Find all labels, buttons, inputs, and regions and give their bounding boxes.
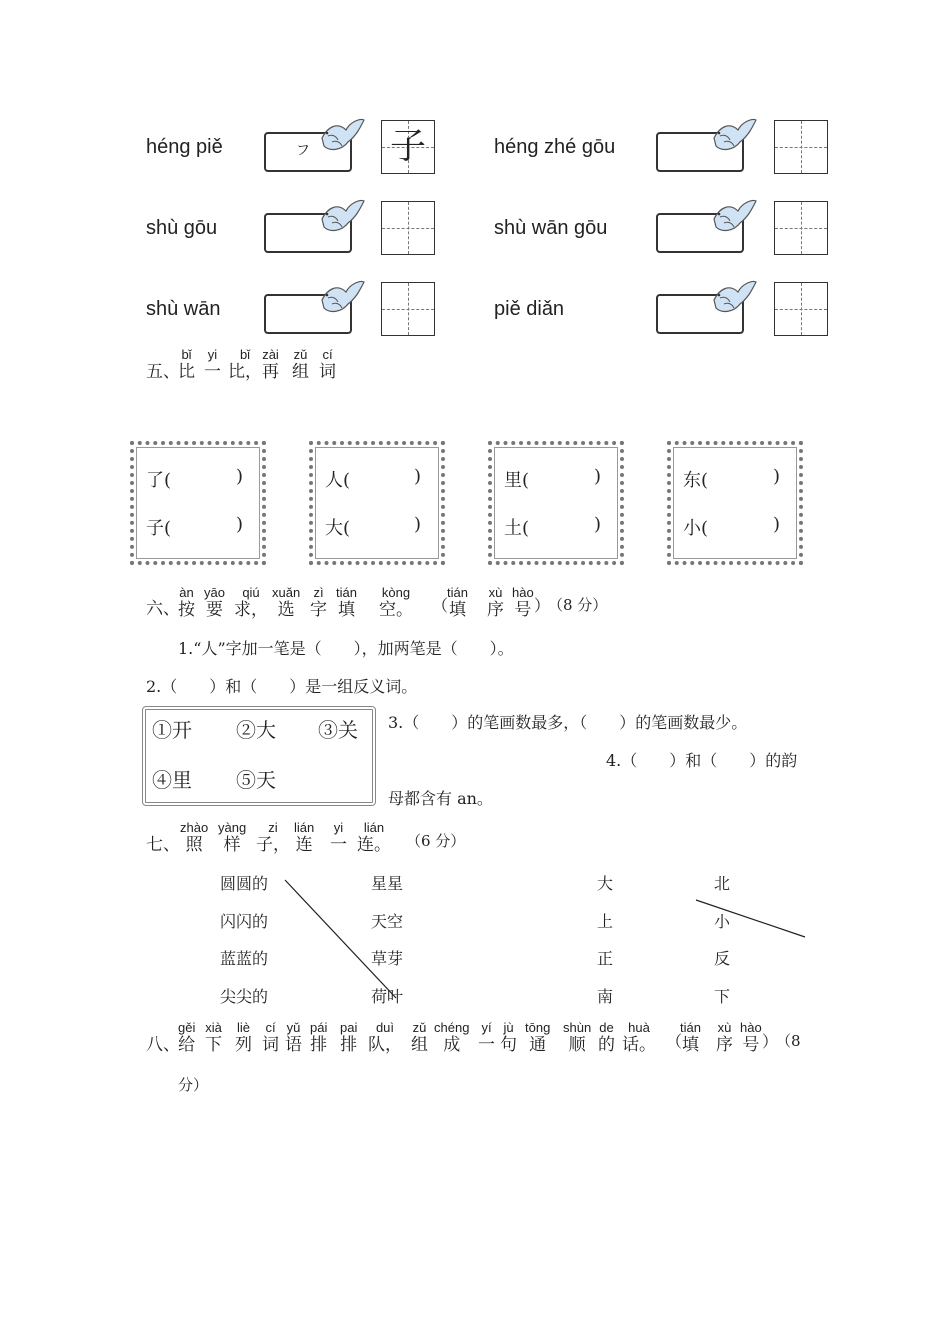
- close-paren: ): [414, 466, 422, 487]
- pinyin: tōng: [525, 1020, 551, 1035]
- tian-grid[interactable]: [381, 120, 435, 174]
- close-paren: ): [773, 514, 781, 535]
- close-paren: ): [236, 466, 244, 487]
- stroke-sample: フ: [296, 143, 310, 159]
- pinyin: de: [599, 1020, 614, 1035]
- antonym-left[interactable]: 上: [597, 912, 614, 931]
- hanzi: 成: [443, 1035, 461, 1055]
- word-prompt[interactable]: 子(: [146, 518, 172, 539]
- hanzi: 字: [310, 600, 327, 620]
- pinyin: yí: [481, 1020, 492, 1035]
- pinyin: tián: [680, 1020, 701, 1035]
- close-paren: ）: [534, 596, 551, 615]
- score: （8 分）: [548, 596, 608, 614]
- hanzi: 选: [277, 600, 295, 620]
- close-paren: ): [594, 514, 602, 535]
- pinyin: huà: [628, 1020, 650, 1035]
- question-2[interactable]: 2.（ ）和（ ）是一组反义词。: [146, 677, 418, 696]
- ruby: [563, 1021, 591, 1055]
- option-item: ②大: [236, 718, 276, 742]
- pinyin: àn: [179, 585, 194, 600]
- pinyin: qiú: [242, 585, 260, 600]
- word-prompt[interactable]: 里(: [504, 470, 530, 491]
- hanzi: 队，: [368, 1035, 402, 1055]
- stroke-pinyin: héng piě: [146, 136, 223, 158]
- option-item: ④里: [152, 768, 192, 792]
- hanzi: 照: [185, 835, 203, 855]
- antonym-left[interactable]: 南: [597, 987, 614, 1006]
- pinyin: zì: [313, 585, 324, 600]
- ruby: [716, 1021, 733, 1055]
- pinyin: yāo: [204, 585, 225, 600]
- pinyin: liè: [236, 1020, 250, 1035]
- stroke-pinyin: shù wān gōu: [494, 217, 608, 239]
- hanzi: 通: [529, 1035, 547, 1055]
- word-prompt[interactable]: 土(: [504, 518, 530, 539]
- word-right[interactable]: 天空: [371, 912, 404, 931]
- ruby: [340, 1021, 357, 1055]
- hanzi: 连。: [357, 835, 391, 855]
- example-line: [696, 900, 805, 937]
- pinyin: zài: [262, 347, 279, 362]
- pinyin: bǐ: [181, 347, 192, 362]
- hanzi: 比: [178, 362, 195, 382]
- stroke-pinyin: héng zhé gōu: [494, 136, 616, 158]
- antonym-right[interactable]: 下: [714, 987, 731, 1006]
- hanzi: 号: [514, 600, 532, 620]
- ruby: [525, 1021, 550, 1055]
- pinyin: kòng: [381, 585, 411, 600]
- antonym-right[interactable]: 反: [714, 949, 731, 968]
- question-4-cont: 母都含有 an。: [388, 789, 493, 808]
- pinyin: hào: [740, 1020, 762, 1035]
- ruby: [285, 1021, 302, 1055]
- hanzi: 一: [204, 362, 221, 382]
- open-paren: （: [432, 596, 449, 615]
- hanzi: 的: [598, 1035, 615, 1055]
- hanzi: 词: [319, 362, 336, 382]
- pinyin: tián: [447, 585, 468, 600]
- close-paren: ): [773, 466, 781, 487]
- stroke-pinyin: piě diǎn: [494, 298, 565, 320]
- pinyin: jù: [503, 1020, 514, 1035]
- hanzi: 列: [235, 1035, 252, 1055]
- hanzi: 下: [205, 1035, 222, 1055]
- option-item: ⑤天: [236, 768, 276, 792]
- pinyin: yi: [207, 347, 218, 362]
- word-right[interactable]: 草芽: [371, 949, 404, 968]
- ruby: [500, 1021, 517, 1055]
- hanzi: 排: [340, 1035, 358, 1055]
- section-number: 八、: [146, 1035, 180, 1055]
- pinyin: zǔ: [293, 347, 308, 362]
- hanzi: 语: [285, 1035, 302, 1055]
- word-left[interactable]: 闪闪的: [220, 912, 269, 931]
- hanzi: 求，: [234, 600, 268, 620]
- word-left[interactable]: 尖尖的: [220, 987, 269, 1006]
- hanzi: 填: [681, 1035, 699, 1055]
- word-prompt[interactable]: 东(: [683, 470, 709, 491]
- pinyin: shùn: [563, 1020, 592, 1035]
- stroke-pinyin: shù wān: [146, 298, 221, 320]
- pinyin: lián: [363, 820, 385, 835]
- hanzi: 词: [262, 1035, 279, 1055]
- pinyin: xù: [717, 1020, 732, 1035]
- word-prompt[interactable]: 大(: [325, 518, 351, 539]
- open-paren: （: [666, 1032, 683, 1051]
- word-prompt[interactable]: 小(: [683, 518, 709, 539]
- pinyin: cí: [322, 347, 333, 362]
- pinyin: yàng: [218, 820, 247, 835]
- question-3[interactable]: 3.（ ）的笔画数最多，（ ）的笔画数最少。: [388, 713, 748, 732]
- close-paren: ): [414, 514, 422, 535]
- hanzi: 话。: [622, 1035, 656, 1055]
- hanzi: 填: [448, 600, 466, 620]
- grid-char: 子: [389, 126, 426, 167]
- antonym-right[interactable]: 小: [714, 912, 731, 931]
- hanzi: 号: [742, 1035, 760, 1055]
- close-paren: ）: [762, 1032, 779, 1051]
- antonym-right[interactable]: 北: [714, 874, 731, 893]
- ruby: [178, 1021, 195, 1055]
- pinyin: xuǎn: [272, 585, 301, 600]
- pinyin: zhào: [180, 820, 209, 835]
- ruby: [622, 1021, 656, 1055]
- hanzi: 序: [487, 600, 504, 620]
- hanzi: 再: [262, 362, 279, 382]
- pinyin: yi: [333, 820, 344, 835]
- ruby: [680, 1021, 701, 1055]
- hanzi: 序: [716, 1035, 733, 1055]
- ruby: [598, 1021, 615, 1055]
- hanzi: 组: [292, 362, 309, 382]
- hanzi: 要: [205, 600, 223, 620]
- pinyin: xù: [488, 585, 503, 600]
- pinyin: zi: [268, 820, 278, 835]
- stroke-pinyin: shù gōu: [146, 217, 218, 239]
- pinyin: chéng: [434, 1020, 470, 1035]
- pinyin: hào: [512, 585, 534, 600]
- example-line: [285, 880, 396, 998]
- pinyin: tián: [336, 585, 357, 600]
- ruby: [235, 1021, 252, 1055]
- hanzi: 填: [337, 600, 355, 620]
- ruby: [411, 1021, 428, 1055]
- hanzi: 组: [411, 1035, 428, 1055]
- question-1[interactable]: 1.“人”字加一笔是（ ），加两笔是（ ）。: [178, 639, 514, 658]
- pinyin: cí: [265, 1020, 276, 1035]
- ruby: [740, 1021, 762, 1055]
- pinyin: bǐ: [239, 347, 251, 362]
- pinyin: zǔ: [412, 1020, 427, 1035]
- pinyin: pai: [340, 1020, 358, 1035]
- ruby: [434, 1021, 469, 1055]
- word-prompt[interactable]: 了(: [146, 470, 172, 491]
- pinyin: gěi: [178, 1020, 196, 1035]
- hanzi: 空。: [379, 600, 413, 620]
- pinyin: lián: [294, 820, 315, 835]
- hanzi: 连: [295, 835, 313, 855]
- close-paren: ): [594, 466, 602, 487]
- pinyin: pái: [310, 1020, 328, 1035]
- word-right[interactable]: 星星: [371, 874, 404, 893]
- word-right[interactable]: 荷叶: [371, 987, 404, 1006]
- ruby: [205, 1021, 222, 1055]
- ruby: [310, 1021, 327, 1055]
- score: （6 分）: [406, 832, 466, 850]
- ruby: [478, 1021, 495, 1055]
- hanzi: 一: [330, 835, 347, 855]
- score-cont: 分）: [178, 1076, 209, 1094]
- ruby: [262, 1021, 279, 1055]
- pinyin: yǔ: [286, 1020, 301, 1035]
- section-number: 五、: [146, 362, 180, 382]
- pinyin: duì: [375, 1020, 395, 1035]
- pinyin: xià: [205, 1020, 222, 1035]
- word-left[interactable]: 圆圆的: [220, 874, 269, 893]
- hanzi: 子，: [256, 835, 290, 855]
- word-left[interactable]: 蓝蓝的: [220, 949, 269, 968]
- option-item: ①开: [152, 718, 192, 742]
- hanzi: 样: [223, 835, 241, 855]
- section-number: 七、: [146, 835, 180, 855]
- hanzi: 比，: [228, 362, 262, 382]
- hanzi: 按: [178, 600, 195, 620]
- option-item: ③关: [318, 718, 358, 742]
- section-number: 六、: [146, 599, 180, 619]
- antonym-left[interactable]: 正: [597, 949, 614, 968]
- antonym-left[interactable]: 大: [597, 874, 614, 893]
- hanzi: 顺: [568, 1035, 586, 1055]
- close-paren: ): [236, 514, 244, 535]
- hanzi: 一: [478, 1035, 495, 1055]
- hanzi: 句: [500, 1035, 517, 1055]
- ruby: [368, 1021, 402, 1055]
- hanzi: 给: [178, 1035, 196, 1055]
- question-4[interactable]: 4.（ ）和（ ）的韵: [606, 751, 798, 770]
- hanzi: 排: [310, 1035, 328, 1055]
- score: （8: [776, 1032, 801, 1050]
- word-prompt[interactable]: 人(: [325, 470, 351, 491]
